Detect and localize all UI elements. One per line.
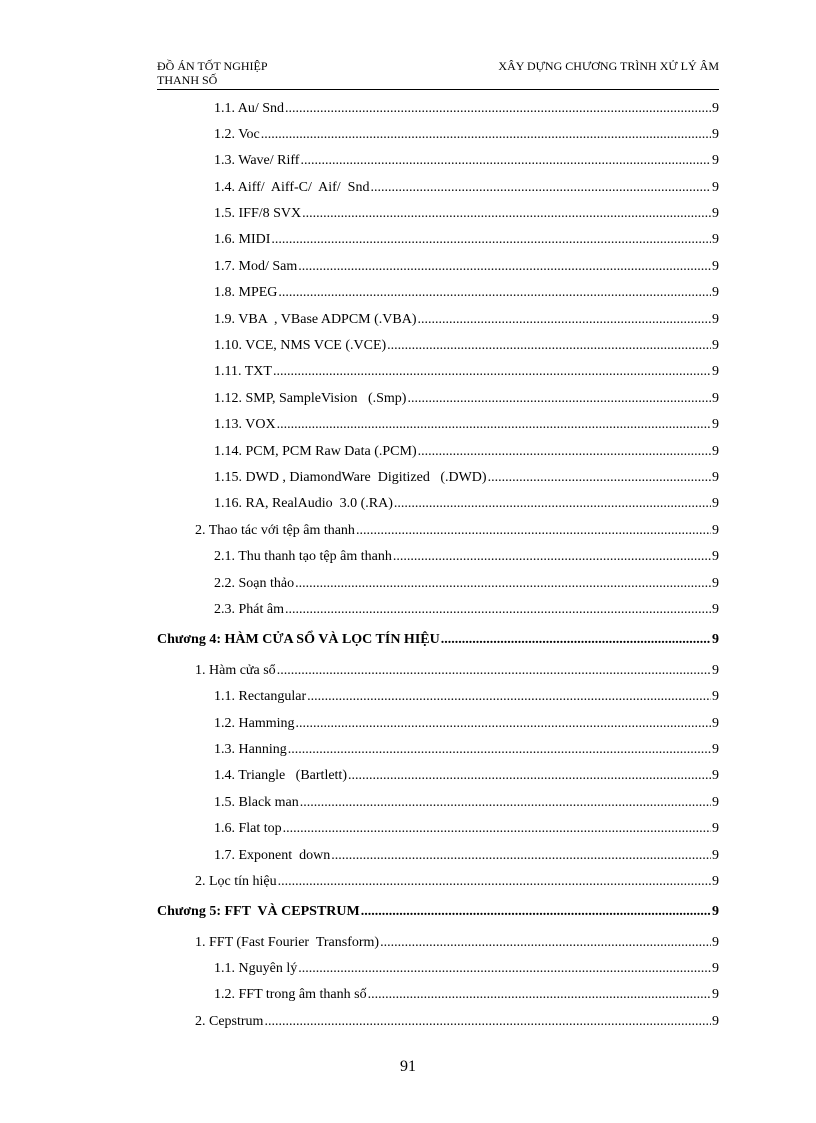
toc-entry-label: 1.6. MIDI bbox=[214, 232, 271, 247]
toc-entry[interactable] bbox=[214, 549, 719, 565]
toc-dot-leader bbox=[278, 285, 711, 301]
toc-entry[interactable] bbox=[214, 153, 719, 169]
toc-entry-page: 9 bbox=[712, 742, 719, 757]
toc-entry-label: 2. Lọc tín hiệu bbox=[195, 874, 277, 889]
toc-entry[interactable] bbox=[214, 576, 719, 592]
toc-dot-leader bbox=[394, 496, 711, 512]
toc-entry[interactable] bbox=[214, 742, 719, 758]
toc-entry-label: 2.3. Phát âm bbox=[214, 602, 284, 617]
toc-entry-label: 1.3. Wave/ Riff bbox=[214, 153, 300, 168]
toc-dot-leader bbox=[296, 716, 712, 732]
toc-entry-label: 1.9. VBA , VBase ADPCM (.VBA) bbox=[214, 312, 417, 327]
toc-entry-page: 9 bbox=[712, 127, 719, 142]
toc-entry-label: 1.1. Au/ Snd bbox=[214, 101, 285, 116]
toc-entry-label: 2. Cepstrum bbox=[195, 1014, 264, 1029]
toc-entry-page: 9 bbox=[712, 470, 719, 485]
toc-dot-leader bbox=[307, 689, 711, 705]
toc-entry-page: 9 bbox=[712, 496, 719, 511]
toc-dot-leader bbox=[273, 364, 711, 380]
toc-dot-leader bbox=[331, 848, 711, 864]
toc-entry[interactable] bbox=[214, 961, 719, 977]
toc-entry-page: 9 bbox=[712, 795, 719, 810]
toc-dot-leader bbox=[261, 127, 711, 143]
toc-entry-page: 9 bbox=[712, 180, 719, 195]
toc-entry[interactable] bbox=[214, 127, 719, 143]
toc-entry-label: 1. FFT (Fast Fourier Transform) bbox=[195, 935, 380, 950]
toc-entry[interactable] bbox=[214, 417, 719, 433]
toc-dot-leader bbox=[368, 987, 711, 1003]
toc-entry-page: 9 bbox=[712, 904, 719, 919]
toc-entry-label: 1.12. SMP, SampleVision (.Smp) bbox=[214, 391, 407, 406]
toc-entry[interactable] bbox=[195, 523, 719, 539]
toc-entry[interactable] bbox=[214, 232, 719, 248]
toc-entry-label: 1.14. PCM, PCM Raw Data (.PCM) bbox=[214, 444, 417, 459]
toc-entry-page: 9 bbox=[712, 768, 719, 783]
toc-entry[interactable] bbox=[214, 496, 719, 512]
toc-entry-label: 1.16. RA, RealAudio 3.0 (.RA) bbox=[214, 496, 393, 511]
toc-entry-page: 9 bbox=[712, 417, 719, 432]
toc-dot-leader bbox=[264, 1014, 711, 1030]
toc-entry-label: 1.2. Hamming bbox=[214, 716, 295, 731]
toc-entry-page: 9 bbox=[712, 549, 719, 564]
toc-entry[interactable] bbox=[214, 470, 719, 486]
toc-entry-page: 9 bbox=[712, 1014, 719, 1029]
toc-dot-leader bbox=[283, 821, 711, 837]
toc-entry-page: 9 bbox=[712, 874, 719, 889]
toc-entry[interactable] bbox=[214, 206, 719, 222]
toc-entry-label: 1.13. VOX bbox=[214, 417, 276, 432]
header-left-line1: ĐỒ ÁN TỐT NGHIỆP bbox=[157, 59, 268, 73]
toc-dot-leader bbox=[277, 663, 711, 679]
toc-entry[interactable] bbox=[195, 663, 719, 679]
toc-entry-page: 9 bbox=[712, 987, 719, 1002]
toc-entry-page: 9 bbox=[712, 364, 719, 379]
toc-entry-label: 1.15. DWD , DiamondWare Digitized (.DWD) bbox=[214, 470, 487, 485]
toc-entry-label: 2.1. Thu thanh tạo tệp âm thanh bbox=[214, 549, 392, 564]
toc-entry-label: 1.1. Rectangular bbox=[214, 689, 307, 704]
toc-entry-label: 1.5. Black man bbox=[214, 795, 299, 810]
toc-entry-page: 9 bbox=[712, 632, 719, 647]
toc-entry-label: 2. Thao tác với tệp âm thanh bbox=[195, 523, 355, 538]
toc-entry-page: 9 bbox=[712, 259, 719, 274]
toc-dot-leader bbox=[271, 232, 711, 248]
toc-entry-page: 9 bbox=[712, 602, 719, 617]
toc-dot-leader bbox=[298, 259, 711, 275]
toc-entry[interactable] bbox=[195, 935, 719, 951]
toc-dot-leader bbox=[441, 632, 711, 648]
toc-entry-label: 1.2. FFT trong âm thanh số bbox=[214, 987, 367, 1002]
toc-dot-leader bbox=[278, 874, 711, 890]
toc-entry[interactable] bbox=[214, 180, 719, 196]
toc-entry-page: 9 bbox=[712, 285, 719, 300]
toc-entry-page: 9 bbox=[712, 444, 719, 459]
toc-dot-leader bbox=[285, 101, 711, 117]
toc-dot-leader bbox=[418, 312, 711, 328]
toc-dot-leader bbox=[387, 338, 711, 354]
page-number: 91 bbox=[400, 1058, 416, 1075]
toc-dot-leader bbox=[348, 768, 711, 784]
toc-entry[interactable] bbox=[195, 874, 719, 890]
toc-entry-page: 9 bbox=[712, 523, 719, 538]
toc-entry-label: Chương 4: HÀM CỬA SỔ VÀ LỌC TÍN HIỆU bbox=[157, 632, 440, 647]
toc-entry[interactable] bbox=[214, 848, 719, 864]
toc-entry[interactable] bbox=[214, 602, 719, 618]
toc-entry[interactable] bbox=[214, 364, 719, 380]
toc-dot-leader bbox=[370, 180, 711, 196]
toc-entry-page: 9 bbox=[712, 663, 719, 678]
toc-entry-page: 9 bbox=[712, 391, 719, 406]
toc-entry-label: 1.7. Mod/ Sam bbox=[214, 259, 298, 274]
toc-dot-leader bbox=[418, 444, 711, 460]
toc-dot-leader bbox=[488, 470, 711, 486]
toc-entry[interactable] bbox=[214, 987, 719, 1003]
toc-entry-page: 9 bbox=[712, 576, 719, 591]
toc-dot-leader bbox=[302, 206, 711, 222]
toc-entry-page: 9 bbox=[712, 206, 719, 221]
toc-dot-leader bbox=[361, 904, 711, 920]
toc-entry-label: 1.11. TXT bbox=[214, 364, 272, 379]
toc-entry-label: 1.4. Triangle (Bartlett) bbox=[214, 768, 347, 783]
toc-dot-leader bbox=[356, 523, 711, 539]
toc-entry-label: 2.2. Soạn thảo bbox=[214, 576, 295, 591]
toc-entry-label: 1.4. Aiff/ Aiff-C/ Aif/ Snd bbox=[214, 180, 370, 195]
toc-entry-page: 9 bbox=[712, 312, 719, 327]
toc-entry[interactable] bbox=[214, 101, 719, 117]
toc-entry-page: 9 bbox=[712, 338, 719, 353]
toc-dot-leader bbox=[298, 961, 711, 977]
toc-entry-label: 1.3. Hanning bbox=[214, 742, 287, 757]
toc-dot-leader bbox=[288, 742, 711, 758]
header-left-line2: THANH SỐ bbox=[157, 73, 218, 87]
toc-entry[interactable] bbox=[214, 338, 719, 354]
toc-entry[interactable] bbox=[214, 795, 719, 811]
toc-entry[interactable] bbox=[214, 768, 719, 784]
toc-chapter[interactable] bbox=[157, 904, 719, 920]
toc-entry-label: 1.6. Flat top bbox=[214, 821, 282, 836]
toc-entry-page: 9 bbox=[712, 232, 719, 247]
toc-dot-leader bbox=[407, 391, 711, 407]
toc-entry[interactable] bbox=[214, 285, 719, 301]
toc-entry[interactable] bbox=[214, 689, 719, 705]
toc-dot-leader bbox=[393, 549, 711, 565]
toc-entry-page: 9 bbox=[712, 848, 719, 863]
toc-chapter[interactable] bbox=[157, 632, 719, 648]
toc-entry-page: 9 bbox=[712, 101, 719, 116]
toc-entry[interactable] bbox=[214, 312, 719, 328]
header-right: XÂY DỰNG CHƯƠNG TRÌNH XỬ LÝ ÂM bbox=[498, 59, 719, 73]
toc-entry-page: 9 bbox=[712, 689, 719, 704]
toc-entry-label: 1.5. IFF/8 SVX bbox=[214, 206, 302, 221]
toc-entry-label: 1.7. Exponent down bbox=[214, 848, 331, 863]
toc-dot-leader bbox=[277, 417, 711, 433]
toc-entry-page: 9 bbox=[712, 961, 719, 976]
toc-entry-label: Chương 5: FFT VÀ CEPSTRUM bbox=[157, 904, 360, 919]
toc-dot-leader bbox=[380, 935, 711, 951]
toc-entry[interactable] bbox=[195, 1014, 719, 1030]
toc-entry-page: 9 bbox=[712, 153, 719, 168]
toc-entry-label: 1.10. VCE, NMS VCE (.VCE) bbox=[214, 338, 387, 353]
toc-dot-leader bbox=[300, 795, 711, 811]
toc-entry-page: 9 bbox=[712, 935, 719, 950]
toc-entry[interactable] bbox=[214, 259, 719, 275]
toc-dot-leader bbox=[285, 602, 711, 618]
toc-entry[interactable] bbox=[214, 444, 719, 460]
toc-dot-leader bbox=[295, 576, 711, 592]
toc-entry-label: 1. Hàm cửa sổ bbox=[195, 663, 276, 678]
toc-entry[interactable] bbox=[214, 821, 719, 837]
toc-entry[interactable] bbox=[214, 716, 719, 732]
toc-entry-label: 1.8. MPEG bbox=[214, 285, 278, 300]
toc-entry-label: 1.1. Nguyên lý bbox=[214, 961, 298, 976]
toc-entry[interactable] bbox=[214, 391, 719, 407]
toc-dot-leader bbox=[300, 153, 711, 169]
toc-entry-page: 9 bbox=[712, 716, 719, 731]
toc-entry-page: 9 bbox=[712, 821, 719, 836]
toc-entry-label: 1.2. Voc bbox=[214, 127, 260, 142]
